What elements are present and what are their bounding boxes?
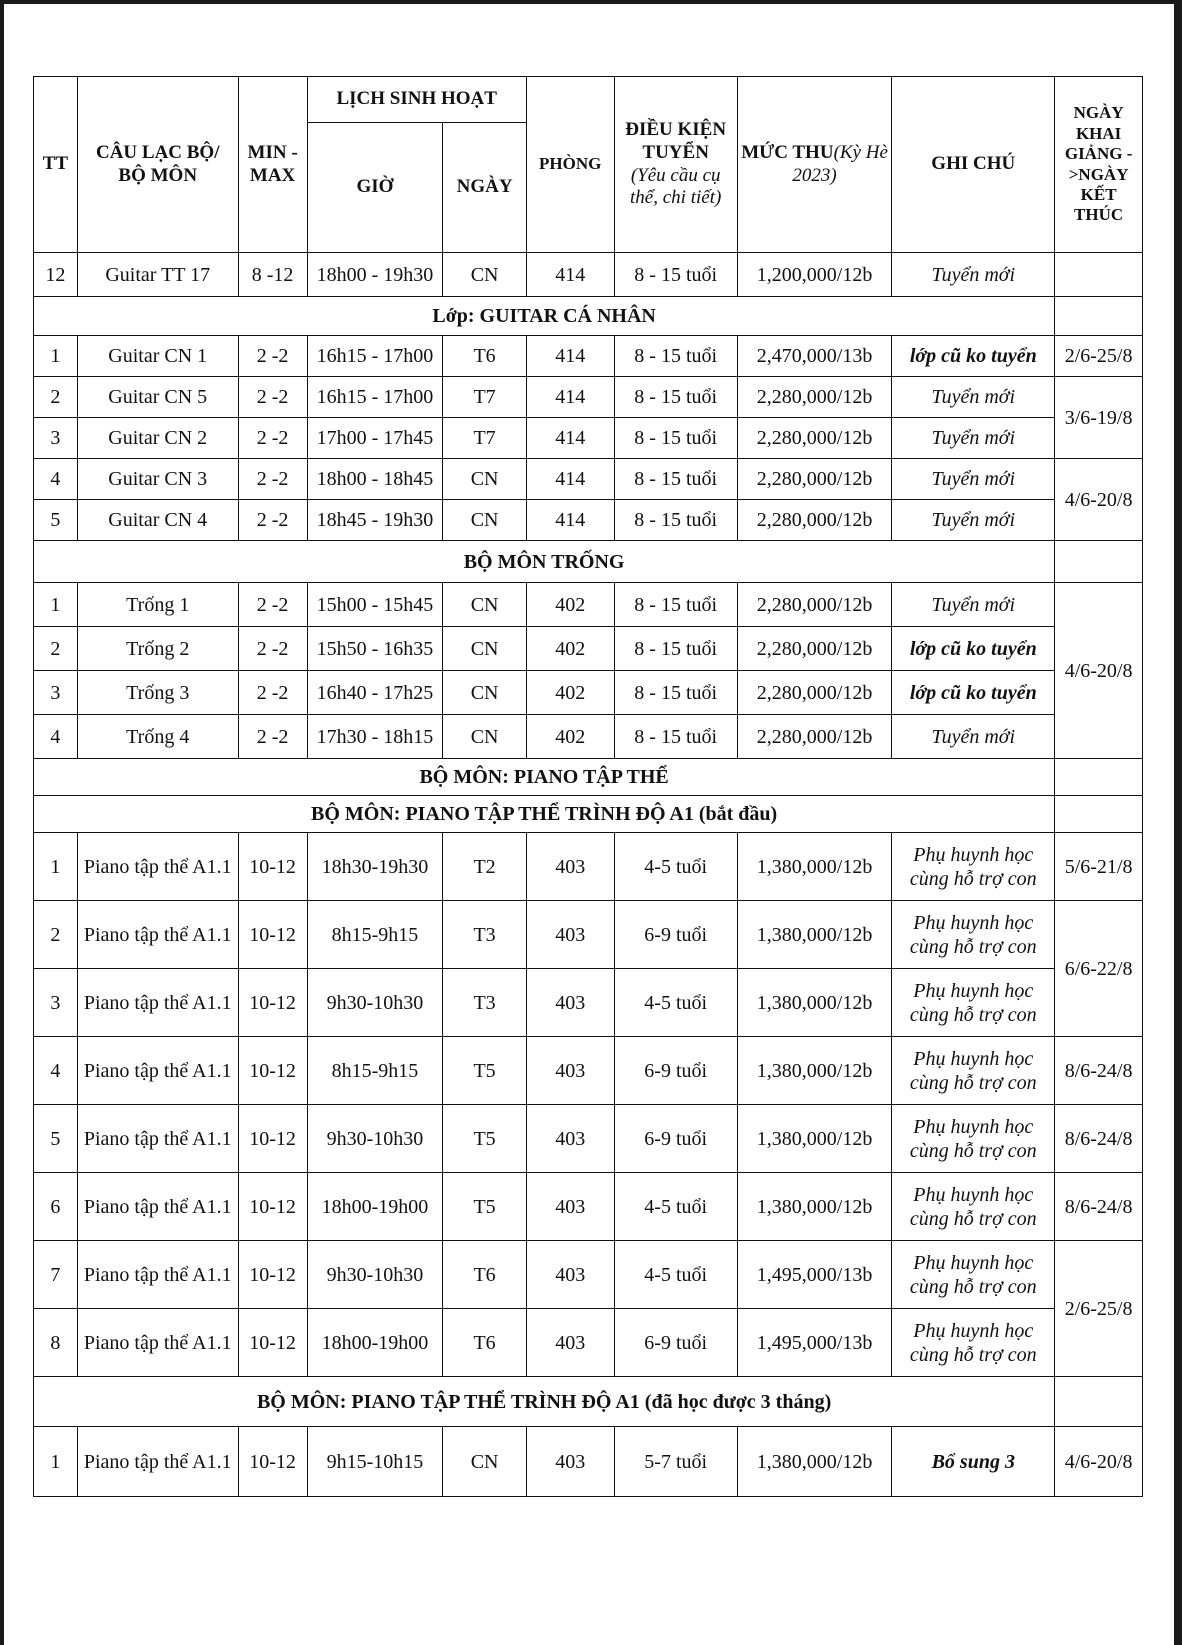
cell-condition: 8 - 15 tuổi: [614, 715, 737, 759]
cell-tt: 12: [34, 253, 78, 297]
cell-day: CN: [443, 459, 527, 500]
note-line-2: cùng hỗ trợ con: [909, 1275, 1037, 1298]
cell-tt: 3: [34, 671, 78, 715]
cell-room: 414: [526, 418, 614, 459]
cell-minmax: 2 -2: [238, 336, 307, 377]
table-row: [34, 1105, 1143, 1173]
cell-condition: 4-5 tuổi: [614, 969, 737, 1037]
cell-note: [892, 1037, 1055, 1105]
table-row: [34, 833, 1143, 901]
cell-name: Guitar CN 2: [77, 418, 238, 459]
cell-time: 18h30-19h30: [307, 833, 443, 901]
cell-minmax: 10-12: [238, 969, 307, 1037]
cell-tt: 2: [34, 627, 78, 671]
cell-room: 403: [526, 1173, 614, 1241]
cell-tt: 4: [34, 715, 78, 759]
cell-time: 16h15 - 17h00: [307, 336, 443, 377]
cell-minmax: 10-12: [238, 1309, 307, 1377]
cell-note: lớp cũ ko tuyển: [892, 671, 1055, 715]
cell-name: Piano tập thể A1.1: [77, 1427, 238, 1497]
cell-fee: 2,280,000/12b: [737, 418, 892, 459]
note-line-2: cùng hỗ trợ con: [909, 1071, 1037, 1094]
cell-dates: 8/6-24/8: [1055, 1105, 1143, 1173]
cell-time: 17h30 - 18h15: [307, 715, 443, 759]
cell-day: T7: [443, 418, 527, 459]
cell-dates: 4/6-20/8: [1055, 1427, 1143, 1497]
cell-note: [892, 1309, 1055, 1377]
cell-dates: 3/6-19/8: [1055, 377, 1143, 459]
header-room: PHÒNG: [526, 77, 614, 253]
cell-room: 414: [526, 500, 614, 541]
note-line-2: cùng hỗ trợ con: [909, 1207, 1037, 1230]
cell-note: lớp cũ ko tuyển: [892, 336, 1055, 377]
header-minmax: MIN - MAX: [238, 77, 307, 253]
note-line-1: Phụ huynh học: [913, 1183, 1034, 1206]
table-row: [34, 336, 1143, 377]
cell-room: 403: [526, 1037, 614, 1105]
cell-fee: 2,280,000/12b: [737, 583, 892, 627]
note-line-2: cùng hỗ trợ con: [909, 867, 1037, 890]
cell-note: Tuyển mới: [892, 500, 1055, 541]
cell-fee: 1,380,000/12b: [737, 1105, 892, 1173]
cell-minmax: 8 -12: [238, 253, 307, 297]
cell-note: [892, 1241, 1055, 1309]
cell-fee: 1,380,000/12b: [737, 901, 892, 969]
cell-time: 9h15-10h15: [307, 1427, 443, 1497]
cell-fee: 1,380,000/12b: [737, 1427, 892, 1497]
table-row: [34, 500, 1143, 541]
cell-minmax: 2 -2: [238, 418, 307, 459]
cell-name: Guitar CN 4: [77, 500, 238, 541]
cell-day: CN: [443, 715, 527, 759]
cell-name: Piano tập thể A1.1: [77, 1173, 238, 1241]
cell-day: T6: [443, 1309, 527, 1377]
cell-note: Tuyển mới: [892, 459, 1055, 500]
table-row: [34, 1309, 1143, 1377]
cell-day: T5: [443, 1105, 527, 1173]
cell-condition: 8 - 15 tuổi: [614, 459, 737, 500]
cell-condition: 4-5 tuổi: [614, 833, 737, 901]
schedule-table: [33, 76, 1143, 1497]
section-title-piano-a1-3m: BỘ MÔN: PIANO TẬP THỂ TRÌNH ĐỘ A1 (đã học được 3 tháng): [34, 1377, 1055, 1427]
cell-time: 18h00 - 18h45: [307, 459, 443, 500]
section-title-piano: BỘ MÔN: PIANO TẬP THỂ: [34, 759, 1055, 796]
cell-fee: 2,280,000/12b: [737, 671, 892, 715]
note-line-1: Phụ huynh học: [913, 1115, 1034, 1138]
cell-room: 403: [526, 833, 614, 901]
cell-condition: 4-5 tuổi: [614, 1241, 737, 1309]
cell-minmax: 2 -2: [238, 459, 307, 500]
cell-minmax: 2 -2: [238, 627, 307, 671]
cell-day: T6: [443, 1241, 527, 1309]
cell-condition: 6-9 tuổi: [614, 1105, 737, 1173]
cell-time: 9h30-10h30: [307, 1105, 443, 1173]
cell-minmax: 10-12: [238, 1173, 307, 1241]
cell-dates: 5/6-21/8: [1055, 833, 1143, 901]
cell-minmax: 2 -2: [238, 583, 307, 627]
cell-tt: 7: [34, 1241, 78, 1309]
cell-fee: 1,200,000/12b: [737, 253, 892, 297]
table-row: [34, 715, 1143, 759]
cell-dates: 8/6-24/8: [1055, 1037, 1143, 1105]
header-condition-note: (Yêu cầu cụ thể, chi tiết): [630, 164, 722, 209]
cell-day: CN: [443, 671, 527, 715]
cell-time: 16h40 - 17h25: [307, 671, 443, 715]
cell-dates: 4/6-20/8: [1055, 583, 1143, 759]
cell-fee: 1,495,000/13b: [737, 1309, 892, 1377]
cell-name: Piano tập thể A1.1: [77, 969, 238, 1037]
cell-note: Tuyển mới: [892, 583, 1055, 627]
cell-name: Trống 2: [77, 627, 238, 671]
cell-minmax: 10-12: [238, 1105, 307, 1173]
header-day: NGÀY: [443, 123, 527, 253]
cell-condition: 6-9 tuổi: [614, 1037, 737, 1105]
cell-room: 402: [526, 671, 614, 715]
cell-tt: 4: [34, 1037, 78, 1105]
cell-tt: 1: [34, 336, 78, 377]
cell-fee: 1,380,000/12b: [737, 1173, 892, 1241]
table-row: [34, 671, 1143, 715]
cell-room: 414: [526, 377, 614, 418]
cell-day: CN: [443, 1427, 527, 1497]
note-line-1: Phụ huynh học: [913, 843, 1034, 866]
cell-room: 403: [526, 1105, 614, 1173]
cell-room: 403: [526, 1427, 614, 1497]
cell-condition: 8 - 15 tuổi: [614, 671, 737, 715]
cell-tt: 5: [34, 500, 78, 541]
cell-day: CN: [443, 253, 527, 297]
cell-fee: 1,380,000/12b: [737, 833, 892, 901]
cell-name: Guitar CN 1: [77, 336, 238, 377]
table-row: [34, 1241, 1143, 1309]
cell-note: [892, 1173, 1055, 1241]
section-row: [34, 541, 1143, 583]
cell-time: 17h00 - 17h45: [307, 418, 443, 459]
cell-dates: [1055, 759, 1143, 796]
cell-dates: 2/6-25/8: [1055, 336, 1143, 377]
cell-dates: 2/6-25/8: [1055, 1241, 1143, 1377]
cell-day: T6: [443, 336, 527, 377]
cell-day: T7: [443, 377, 527, 418]
cell-note: Tuyển mới: [892, 418, 1055, 459]
cell-time: 15h50 - 16h35: [307, 627, 443, 671]
cell-room: 414: [526, 459, 614, 500]
cell-room: 403: [526, 901, 614, 969]
cell-condition: 8 - 15 tuổi: [614, 253, 737, 297]
cell-day: CN: [443, 500, 527, 541]
cell-day: T3: [443, 969, 527, 1037]
cell-tt: 1: [34, 583, 78, 627]
cell-name: Piano tập thể A1.1: [77, 1037, 238, 1105]
cell-minmax: 2 -2: [238, 377, 307, 418]
cell-day: CN: [443, 583, 527, 627]
cell-fee: 1,495,000/13b: [737, 1241, 892, 1309]
cell-dates: 8/6-24/8: [1055, 1173, 1143, 1241]
cell-name: Trống 4: [77, 715, 238, 759]
cell-name: Piano tập thể A1.1: [77, 1309, 238, 1377]
cell-dates: 4/6-20/8: [1055, 459, 1143, 541]
cell-condition: 6-9 tuổi: [614, 901, 737, 969]
cell-fee: 2,280,000/12b: [737, 500, 892, 541]
cell-name: Guitar CN 3: [77, 459, 238, 500]
note-line-2: cùng hỗ trợ con: [909, 935, 1037, 958]
cell-name: Trống 1: [77, 583, 238, 627]
section-row: [34, 297, 1143, 336]
cell-condition: 8 - 15 tuổi: [614, 627, 737, 671]
header-fee: [737, 77, 892, 253]
cell-note: [892, 901, 1055, 969]
cell-minmax: 10-12: [238, 1037, 307, 1105]
cell-room: 402: [526, 583, 614, 627]
cell-tt: 3: [34, 418, 78, 459]
cell-time: 18h00 - 19h30: [307, 253, 443, 297]
cell-note: Bổ sung 3: [892, 1427, 1055, 1497]
cell-name: Trống 3: [77, 671, 238, 715]
section-row: [34, 759, 1143, 796]
cell-room: 402: [526, 715, 614, 759]
table-row: [34, 1173, 1143, 1241]
cell-room: 403: [526, 1309, 614, 1377]
cell-note: [892, 1105, 1055, 1173]
cell-day: T2: [443, 833, 527, 901]
cell-time: 18h00-19h00: [307, 1309, 443, 1377]
cell-room: 402: [526, 627, 614, 671]
cell-minmax: 2 -2: [238, 500, 307, 541]
note-line-1: Phụ huynh học: [913, 911, 1034, 934]
cell-minmax: 10-12: [238, 1427, 307, 1497]
document-page: [4, 0, 1174, 1645]
table-row: [34, 969, 1143, 1037]
cell-fee: 2,280,000/12b: [737, 377, 892, 418]
table-row: [34, 1037, 1143, 1105]
cell-time: 8h15-9h15: [307, 1037, 443, 1105]
note-line-2: cùng hỗ trợ con: [909, 1139, 1037, 1162]
section-row: [34, 796, 1143, 833]
cell-minmax: 10-12: [238, 833, 307, 901]
section-row: [34, 1377, 1143, 1427]
cell-day: T3: [443, 901, 527, 969]
cell-condition: 5-7 tuổi: [614, 1427, 737, 1497]
cell-fee: 1,380,000/12b: [737, 1037, 892, 1105]
cell-time: 9h30-10h30: [307, 969, 443, 1037]
cell-time: 8h15-9h15: [307, 901, 443, 969]
cell-fee: 2,280,000/12b: [737, 715, 892, 759]
header-dates: NGÀY KHAI GIẢNG ->NGÀY KẾT THÚC: [1055, 77, 1143, 253]
cell-condition: 8 - 15 tuổi: [614, 500, 737, 541]
header-fee-note: (Kỳ Hè 2023): [792, 141, 888, 186]
cell-name: Piano tập thể A1.1: [77, 1241, 238, 1309]
cell-note: Tuyển mới: [892, 715, 1055, 759]
note-line-1: Phụ huynh học: [913, 1319, 1034, 1342]
cell-name: Guitar CN 5: [77, 377, 238, 418]
cell-minmax: 2 -2: [238, 715, 307, 759]
cell-day: T5: [443, 1173, 527, 1241]
table-row: [34, 627, 1143, 671]
table-row: [34, 459, 1143, 500]
table-row: [34, 377, 1143, 418]
cell-room: 414: [526, 336, 614, 377]
cell-dates: 6/6-22/8: [1055, 901, 1143, 1037]
cell-tt: 1: [34, 833, 78, 901]
cell-time: 15h00 - 15h45: [307, 583, 443, 627]
cell-fee: 1,380,000/12b: [737, 969, 892, 1037]
header-row: [34, 77, 1143, 123]
table-row: [34, 901, 1143, 969]
cell-day: CN: [443, 627, 527, 671]
note-line-1: Phụ huynh học: [913, 1047, 1034, 1070]
cell-fee: 2,280,000/12b: [737, 627, 892, 671]
cell-dates: [1055, 541, 1143, 583]
note-line-1: Phụ huynh học: [913, 979, 1034, 1002]
cell-dates: [1055, 796, 1143, 833]
cell-tt: 6: [34, 1173, 78, 1241]
cell-name: Piano tập thể A1.1: [77, 901, 238, 969]
cell-name: Piano tập thể A1.1: [77, 833, 238, 901]
cell-time: 9h30-10h30: [307, 1241, 443, 1309]
table-row: [34, 1427, 1143, 1497]
note-line-1: Phụ huynh học: [913, 1251, 1034, 1274]
cell-room: 403: [526, 1241, 614, 1309]
note-line-2: cùng hỗ trợ con: [909, 1343, 1037, 1366]
section-title-guitar-cn: Lớp: GUITAR CÁ NHÂN: [34, 297, 1055, 336]
cell-tt: 2: [34, 377, 78, 418]
cell-condition: 4-5 tuổi: [614, 1173, 737, 1241]
cell-minmax: 10-12: [238, 901, 307, 969]
cell-tt: 2: [34, 901, 78, 969]
cell-note: [892, 969, 1055, 1037]
cell-fee: 2,280,000/12b: [737, 459, 892, 500]
cell-tt: 3: [34, 969, 78, 1037]
header-tt: TT: [34, 77, 78, 253]
cell-name: Piano tập thể A1.1: [77, 1105, 238, 1173]
cell-condition: 6-9 tuổi: [614, 1309, 737, 1377]
cell-condition: 8 - 15 tuổi: [614, 377, 737, 418]
cell-note: lớp cũ ko tuyển: [892, 627, 1055, 671]
cell-note: [892, 833, 1055, 901]
cell-time: 16h15 - 17h00: [307, 377, 443, 418]
cell-note: Tuyển mới: [892, 253, 1055, 297]
header-club: CÂU LẠC BỘ/ BỘ MÔN: [77, 77, 238, 253]
cell-minmax: 10-12: [238, 1241, 307, 1309]
header-condition: [614, 77, 737, 253]
cell-condition: 8 - 15 tuổi: [614, 418, 737, 459]
header-fee-title: MỨC THU: [741, 141, 834, 163]
cell-condition: 8 - 15 tuổi: [614, 336, 737, 377]
cell-time: 18h00-19h00: [307, 1173, 443, 1241]
header-schedule-group: LỊCH SINH HOẠT: [307, 77, 526, 123]
header-note: GHI CHÚ: [892, 77, 1055, 253]
cell-time: 18h45 - 19h30: [307, 500, 443, 541]
cell-tt: 1: [34, 1427, 78, 1497]
cell-dates: [1055, 253, 1143, 297]
cell-tt: 8: [34, 1309, 78, 1377]
cell-room: 403: [526, 969, 614, 1037]
cell-dates: [1055, 297, 1143, 336]
section-title-piano-a1: BỘ MÔN: PIANO TẬP THỂ TRÌNH ĐỘ A1 (bắt đầu): [34, 796, 1055, 833]
cell-day: T5: [443, 1037, 527, 1105]
cell-dates: [1055, 1377, 1143, 1427]
header-time: GIỜ: [307, 123, 443, 253]
table-row: [34, 418, 1143, 459]
table-row: [34, 253, 1143, 297]
cell-room: 414: [526, 253, 614, 297]
cell-tt: 5: [34, 1105, 78, 1173]
cell-minmax: 2 -2: [238, 671, 307, 715]
note-line-2: cùng hỗ trợ con: [909, 1003, 1037, 1026]
cell-note: Tuyển mới: [892, 377, 1055, 418]
section-title-trong: BỘ MÔN TRỐNG: [34, 541, 1055, 583]
cell-condition: 8 - 15 tuổi: [614, 583, 737, 627]
table-row: [34, 583, 1143, 627]
cell-tt: 4: [34, 459, 78, 500]
cell-fee: 2,470,000/13b: [737, 336, 892, 377]
cell-name: Guitar TT 17: [77, 253, 238, 297]
header-condition-title: ĐIỀU KIỆN TUYỂN: [625, 118, 727, 163]
